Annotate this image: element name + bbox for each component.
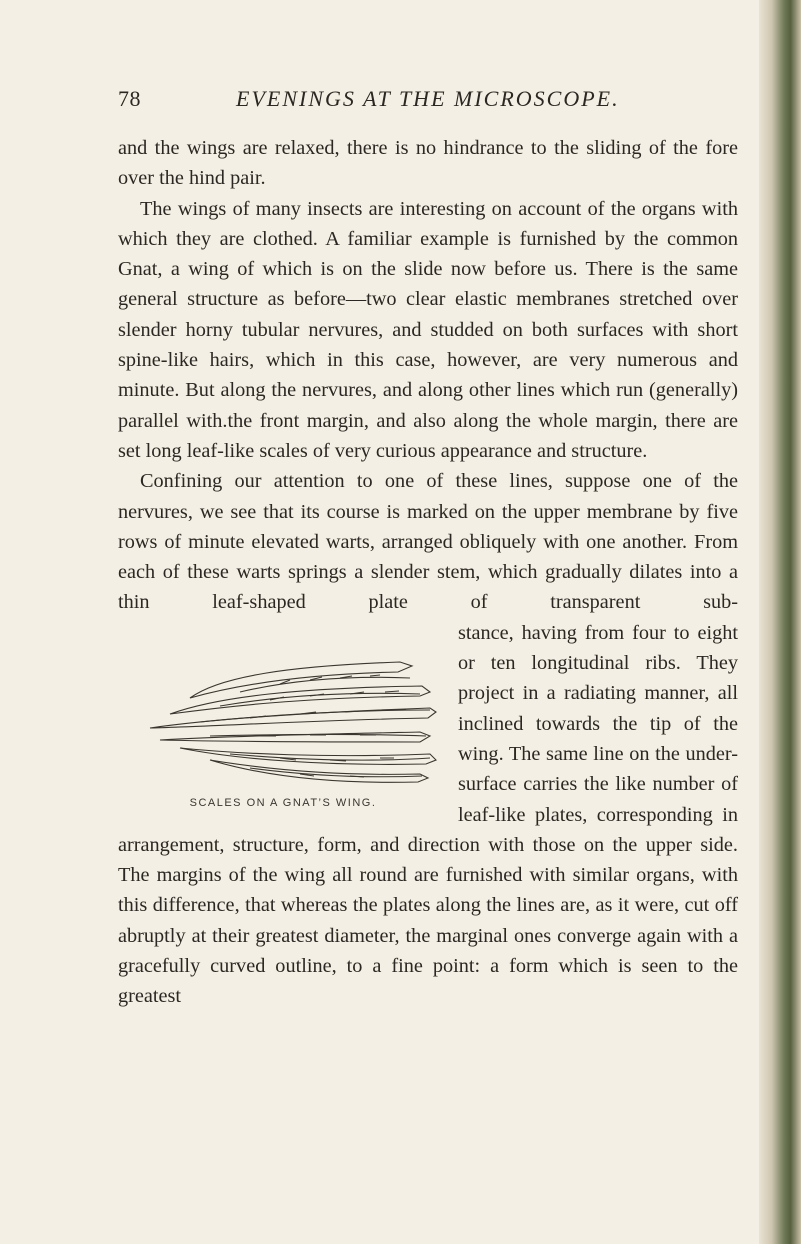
paragraph-2: The wings of many insects are interesting on account of the organs with which they are clothed. A familiar example is furnished by the common Gnat, a wing of which is on the slide now before us. There is the same general structure as before—two clear elastic membranes stretched over slender horny tubular nervures, and studded on both surfaces with short spine-like hairs, which in this case, however, are very numerous and minute. But along the nervures, and along other lines which run (generally) parallel with.the front margin, and also along the whole margin, there are set long leaf-like scales of very curious appearance and structure. bbox=[118, 197, 738, 462]
running-title: EVENINGS AT THE MICROSCOPE. bbox=[236, 86, 620, 111]
paragraph-1: and the wings are relaxed, there is no hindrance to the sliding of the fore over the hind pair. bbox=[118, 137, 738, 190]
figure-caption: SCALES ON A GNAT’S WING. bbox=[189, 796, 377, 809]
paragraph-3-continued: stance, having from four to eight or ten longitudinal ribs. They project in a radiating manner, all inclined towards the tip of the wing. The same line on the under-surface carries the like number of leaf-like plates, corresponding in arrangement, structure, form, and direction with those on the upper side. The margins of the wing all round are furnished with similar organs, with this difference, that whereas the plates along the lines are, as it were, cut off abruptly at their greatest diameter, the marginal ones converge again with a gracefully curved outline, to a fine point: a form which is seen to the greatest bbox=[118, 621, 738, 1008]
page-edge-shadow bbox=[759, 0, 801, 1244]
page-number: 78 bbox=[118, 86, 141, 111]
figure-gnat-wing-scales bbox=[118, 618, 448, 826]
paragraph-3-start: Confining our attention to one of these lines, suppose one of the nervures, we see that its course is marked on the upper membrane by five rows of minute elevated warts, arranged obliquely with one another. From each of these warts springs a slender stem, which gradually dilates into a thin leaf-shaped plate of transparent sub- bbox=[118, 470, 738, 614]
body-text bbox=[118, 133, 738, 1012]
gnat-scales-illustration bbox=[130, 636, 440, 786]
running-head bbox=[118, 86, 728, 116]
